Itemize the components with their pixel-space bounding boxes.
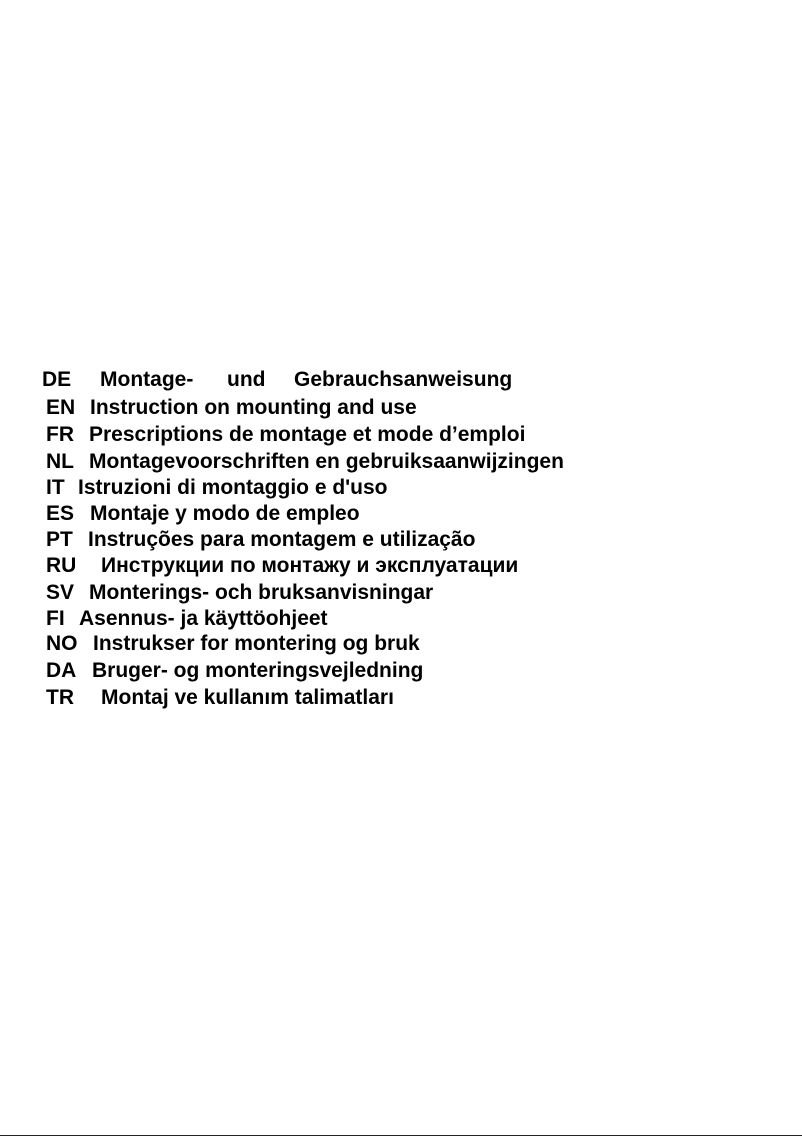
language-code: DE [42,368,72,391]
language-line-en [0,396,417,420]
language-title: Instrukser for montering og bruk [93,632,420,655]
language-code: NO [46,632,78,655]
language-title: Instruction on mounting and use [90,396,417,419]
language-line-fi [0,607,328,631]
language-code: RU [46,554,77,577]
language-code: TR [46,686,74,709]
language-line-da [0,659,424,683]
language-line-sv [0,581,434,605]
language-line-no [0,632,420,656]
language-line-tr [0,686,394,710]
language-code: NL [46,450,74,473]
language-line-ru [0,554,519,578]
language-code: FI [46,607,65,630]
language-code: FR [46,423,74,446]
language-line-fr [0,423,526,447]
language-title: Prescriptions de montage et mode d’emploi [89,423,526,446]
language-title: Montagevoorschriften en gebruiksaanwijzingen [89,450,564,473]
language-code: PT [46,528,73,551]
language-line-pt [0,528,476,552]
language-title: Bruger- og monteringsvejledning [92,659,424,682]
language-title: Montaj ve kullanım talimatları [101,686,394,709]
language-title-word: Gebrauchsanweisung [294,368,513,391]
language-code: IT [46,476,65,499]
language-line-it [0,476,388,500]
language-title: Asennus- ja käyttöohjeet [79,607,328,630]
language-title: Instruções para montagem e utilização [88,528,476,551]
language-title: Montaje y modo de empleo [90,502,360,525]
language-code: DA [46,659,77,682]
language-line-es [0,502,360,526]
language-title: Monterings- och bruksanvisningar [89,581,434,604]
language-title-word: und [227,368,266,391]
language-code: ES [46,502,75,525]
language-code: EN [46,396,76,419]
language-title: Инструкции по монтажу и эксплуатации [101,554,519,577]
language-code: SV [46,581,75,604]
language-title-word: Montage- [100,368,194,391]
language-line-nl [0,450,564,474]
language-title: Istruzioni di montaggio e d'uso [78,476,388,499]
language-line-de [0,368,513,392]
